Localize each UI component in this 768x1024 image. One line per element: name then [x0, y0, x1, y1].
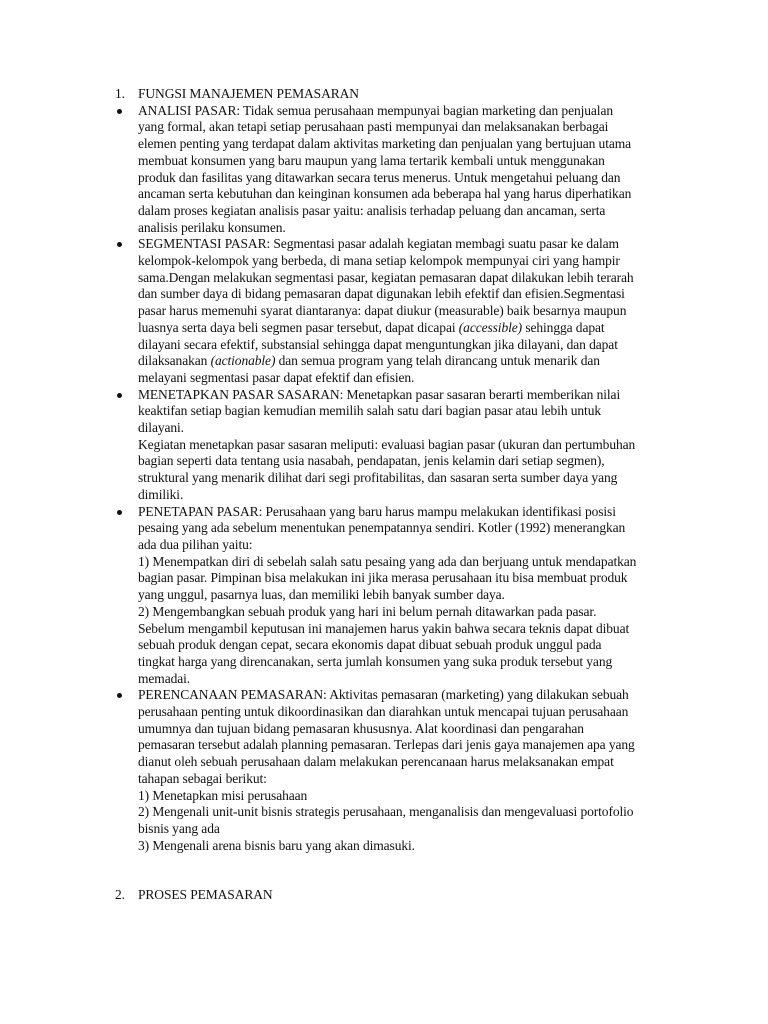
section-title: FUNGSI MANAJEMEN PEMASARAN [138, 86, 359, 101]
text-line: dilayani. [138, 420, 184, 436]
text-line: memadai. [138, 670, 191, 686]
bullet-item-analisi-pasar [115, 103, 675, 237]
section-heading-1 [115, 86, 675, 103]
text-line: MENETAPKAN PASAR SASARAN: Menetapkan pasar sasaran berarti memberikan nilai [138, 386, 621, 402]
text-line: elemen penting yang terdapat dalam aktivitas marketing dan penjualan yang bertujuan utama [138, 136, 632, 152]
text-line: 2) Mengenali unit-unit bisnis strategis perusahaan, menganalisis dan mengevaluasi portofolio [138, 804, 634, 820]
bullet-item-penetapan-pasar [115, 504, 675, 688]
text-line: bagian pasar. Pimpinan bisa melakukan ini jika merasa perusahaan itu bisa membuat produk [138, 570, 628, 586]
text-line: pasar harus memenuhi syarat diantaranya: dapat diukur (measurable) baik besarnya maupun [138, 303, 627, 319]
text-line: bisnis yang ada [138, 820, 220, 836]
text-line: membuat konsumen yang baru maupun yang lama tertarik kembali untuk menggunakan [138, 152, 605, 168]
bullet-item-menetapkan-pasar-sasaran [115, 387, 675, 504]
text-line: dalam proses kegiatan analisis pasar yaitu: analisis terhadap peluang dan ancaman, serta [138, 202, 606, 218]
text-line: yang formal, akan tetapi setiap perusahaan pasti mempunyai dan melaksanakan berbagai [138, 119, 609, 135]
text-line: Kegiatan menetapkan pasar sasaran meliputi: evaluasi bagian pasar (ukuran dan pertumbuhan [138, 436, 636, 452]
bullet-icon [117, 109, 122, 114]
text-line: yang unggul, pasarnya luas, dan memiliki lebih banyak sumber daya. [138, 587, 505, 603]
text-line: dilayani secara efektif, substansial sehingga dapat menguntungkan jika dilayani, dan dapat [138, 336, 618, 352]
italic-term-accessible: (accessible) [458, 319, 523, 335]
text-line: PENETAPAN PASAR: Perusahaan yang baru harus mampu melakukan identifikasi posisi [138, 503, 616, 519]
section-number: 2. [115, 887, 125, 903]
text-line: dimiliki. [138, 486, 184, 502]
section-heading-2 [115, 887, 675, 904]
text-line: bagian seperti data tentang usia nasabah, pendapatan, jenis kelamin dari setiap segmen), [138, 453, 605, 469]
text-line: pesaing yang ada sebelum menentukan penempatannya sendiri. Kotler (1992) menerangkan [138, 520, 626, 536]
text-fragment: dilaksanakan [138, 353, 211, 369]
section-title: PROSES PEMASARAN [138, 887, 273, 903]
text-line: kelompok-kelompok yang berbeda, di mana setiap kelompok mempunyai ciri yang hampir [138, 253, 620, 269]
bullet-icon [117, 510, 122, 515]
text-line: keaktifan setiap bagian kemudian memilih salah satu dari bagian pasar atau lebih untuk [138, 403, 601, 419]
text-line: SEGMENTASI PASAR: Segmentasi pasar adalah kegiatan membagi suatu pasar ke dalam [138, 236, 619, 252]
text-line: pemasaran tersebut adalah planning pemasaran. Terlepas dari jenis gaya manajemen apa yang [138, 737, 635, 753]
text-line: ancaman serta kebutuhan dan keinginan konsumen ada beberapa hal yang harus diperhatikan [138, 186, 632, 202]
text-line: perusahaan penting untuk dikoordinasikan dan diarahkan untuk mencapai tujuan perusahaan [138, 704, 629, 720]
text-fragment: luasnya serta daya beli segmen pasar tersebut, dapat dicapai [138, 319, 456, 335]
text-line: analisis perilaku konsumen. [138, 219, 286, 235]
bullet-item-perencanaan-pemasaran [115, 687, 675, 854]
text-line: dan sumber daya di bidang pemasaran dapat digunakan lebih efektif dan efisien.Segmentasi [138, 286, 625, 302]
text-fragment: sehingga dapat [522, 319, 605, 335]
section-number: 1. [115, 86, 125, 101]
bullet-icon [117, 693, 122, 698]
text-line: sebuah produk dengan cepat, secara ekonomis dapat dibuat sebuah produk unggul pada [138, 637, 602, 653]
bullet-item-segmentasi-pasar [115, 236, 675, 386]
text-line: ada dua pilihan yaitu: [138, 536, 253, 552]
text-line: 3) Mengenali arena bisnis baru yang akan dimasuki. [138, 837, 415, 853]
document-body [115, 86, 675, 904]
text-fragment: dan semua program yang telah dirancang untuk menarik dan [275, 353, 600, 369]
text-line: 1) Menempatkan diri di sebelah salah satu pesaing yang ada dan berjuang untuk mendapatkan [138, 553, 637, 569]
text-line: struktural yang menarik dilihat dari segi profitabilitas, dan sasaran serta sumber daya yang [138, 470, 618, 486]
text-line: melayani segmentasi pasar dapat efektif dan efisien. [138, 369, 415, 385]
text-line: dianut oleh sebuah perusahaan dalam melakukan perencanaan harus melaksanakan empat [138, 754, 614, 770]
bullet-icon [117, 242, 122, 247]
text-line: PERENCANAAN PEMASARAN: Aktivitas pemasaran (marketing) yang dilakukan sebuah [138, 687, 629, 703]
text-line: tingkat harga yang direncanakan, serta jumlah konsumen yang suka produk tersebut yang [138, 653, 613, 669]
text-line: tahapan sebagai berikut: [138, 770, 267, 786]
text-line: ANALISI PASAR: Tidak semua perusahaan mempunyai bagian marketing dan penjualan [138, 102, 613, 118]
text-line: produk dan fasilitas yang ditawarkan secara terus menerus. Untuk mengetahui peluang dan [138, 169, 621, 185]
text-line: 1) Menetapkan misi perusahaan [138, 787, 308, 803]
text-line [138, 320, 675, 337]
text-line: umumnya dan tujuan bidang pemasaran khususnya. Alat koordinasi dan pengarahan [138, 720, 584, 736]
text-line [138, 353, 675, 370]
bullet-icon [117, 393, 122, 398]
text-line: 2) Mengembangkan sebuah produk yang hari ini belum pernah ditawarkan pada pasar. [138, 603, 597, 619]
text-line: Sebelum mengambil keputusan ini manajemen harus yakin bahwa secara teknis dapat dibuat [138, 620, 630, 636]
text-line: sama.Dengan melakukan segmentasi pasar, kegiatan pemasaran dapat dilakukan lebih terarah [138, 269, 634, 285]
section-spacer [115, 854, 675, 887]
italic-term-actionable: (actionable) [210, 353, 276, 369]
